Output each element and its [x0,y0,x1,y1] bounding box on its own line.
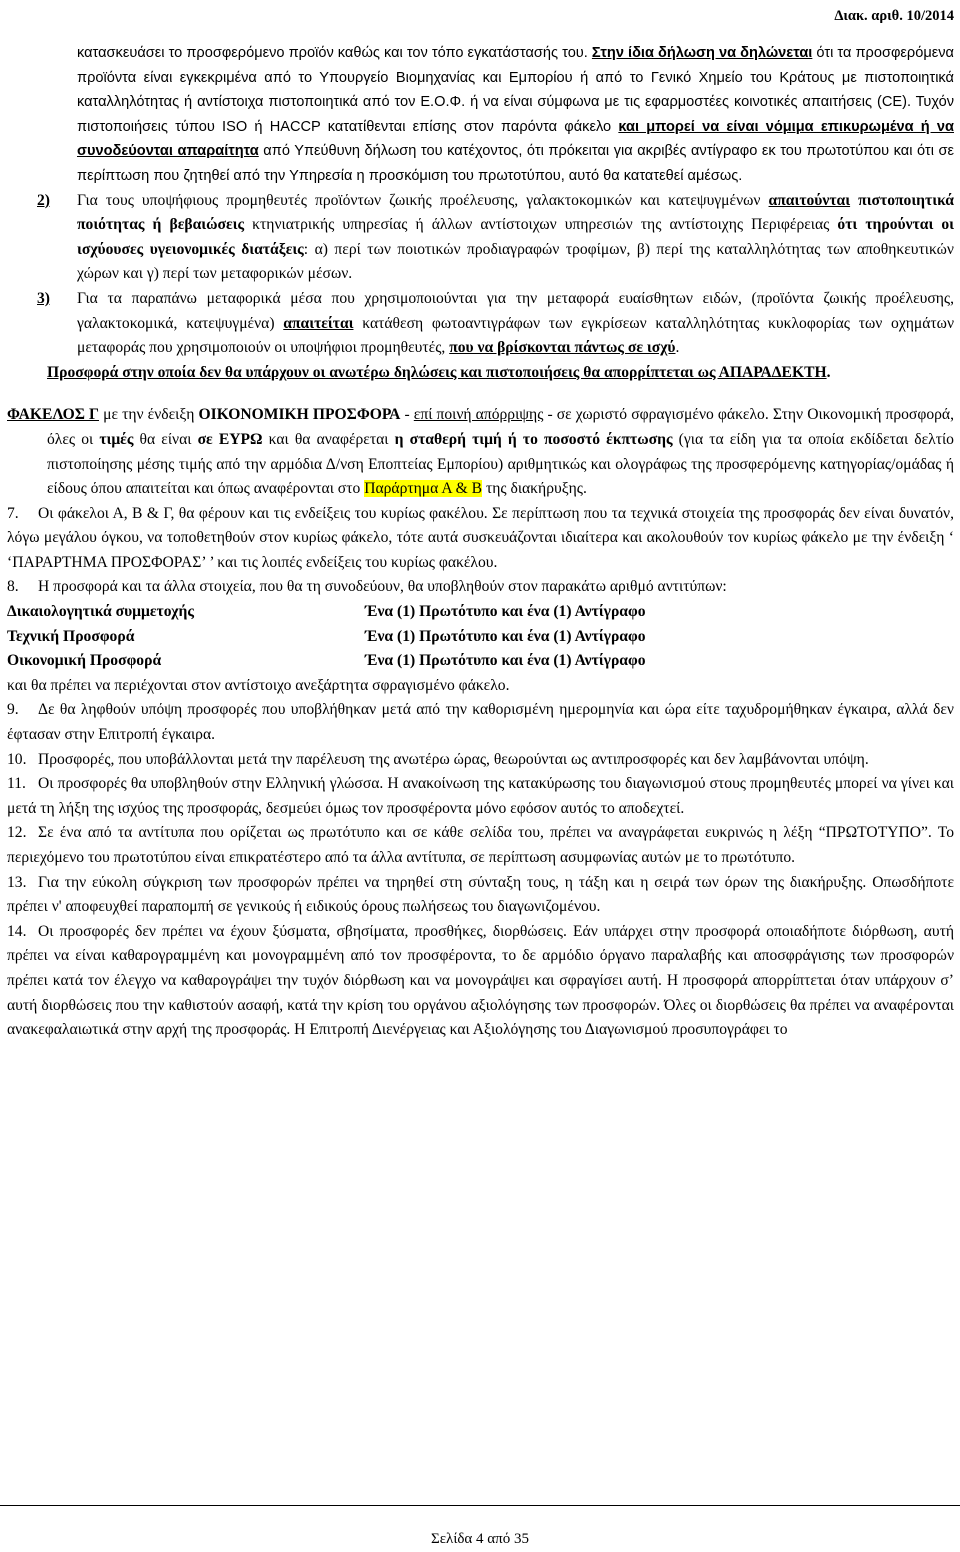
emphasis-text: σε ΕΥΡΩ [197,430,263,448]
list-number: 10. [7,750,27,768]
emphasis-text: επί ποινή απόρριψης [413,406,544,424]
emphasis-text: πιστοποιητικά ποιότητας ή βεβαιώσεις [77,191,954,234]
list-number: 8. [7,578,19,596]
list-item-2 [7,189,954,287]
emphasis-text: απαιτούνται [768,191,851,209]
text-run: Για τα παραπάνω μεταφορικά μέσα που χρησιμοποιούνται για την μεταφορά ευαίσθητων ειδών, (προϊόντα ζωικής προέλευσης, γαλακτοκομικά, κατεψυγμένα) [77,289,954,332]
list-number: 12. [7,824,27,842]
page-number: Σελίδα 4 από 35 [431,1531,529,1547]
envelope-label: ΦΑΚΕΛΟΣ Γ [7,406,99,424]
list-item-text: Δε θα ληφθούν υπόψη προσφορές που υποβλήθηκαν μετά από την καθορισμένη ημερομηνία και ώρα είτε ταχυδρομήθηκαν έγκαιρα, αλλά δεν έφτασαν στην Επιτροπή έγκαιρα. [7,701,954,744]
list-item-13 [7,871,954,920]
list-item-7 [7,502,954,576]
list-item-text: Προσφορές, που υποβάλλονται μετά την παρέλευση της ανωτέρω ώρας, θεωρούνται ως αντιπροσφορές και δεν λαμβάνονται υπόψη. [38,750,869,768]
emphasis-text: Στην ίδια δήλωση να δηλώνεται [591,45,813,61]
highlighted-annex-reference: Παράρτημα Α & Β [364,480,483,498]
emphasis-text: ότι τηρούνται οι ισχύουσες υγειονομικές διατάξεις [77,216,954,258]
text-run: . [826,363,831,381]
text-run: θα είναι [133,430,198,448]
list-item-text: Η προσφορά και τα άλλα στοιχεία, που θα τη συνοδεύουν, θα υποβληθούν στον παρακάτω αριθμό αντιτύπων: [38,578,727,596]
list-item-8 [7,575,954,600]
text-run: κτηνιατρικής υπηρεσίας ή άλλων αντίστοιχων υπηρεσιών της αντίστοιχης Περιφέρειας [244,216,838,234]
text-run: κατασκευάσει το προσφερόμενο προϊόν καθώς και τον τόπο εγκατάστασής του. [77,45,592,61]
list-item-3 [7,287,954,361]
list-number: 14. [7,922,27,940]
emphasis-text: που να βρίσκονται πάντως σε ισχύ [449,339,676,357]
text-run: της διακήρυξης. [482,480,587,498]
text-run: - σε χωριστό σφραγισμένο φάκελο. Στην Οικονομική προσφορά, όλες οι [47,406,954,448]
list-item-text: Για την εύκολη σύγκριση των προσφορών πρέπει να τηρηθεί στη σύνταξη τους, η τάξη και η σειρά των όρων της διακήρυξης. Οπωσδήποτε πρέπει ν' αποφευχθεί παραπομπή σε γενικούς ή ειδικούς όρους πωλήσεως του διαγωνιζομένου. [7,873,954,916]
text-run: από Υπεύθυνη δήλωση του κατέχοντος, ότι πρόκειται για ακριβές αντίγραφο εκ του πρωτοτύπου και ότι σε περίπτωση που ζητηθεί από την Υπηρεσία η προσκόμιση του πρωτοτύπου, αυτό θα κατατεθεί αμέσως. [77,143,954,184]
list-number: 7. [7,504,19,522]
copies-note: και θα πρέπει να περιέχονται στον αντίστοιχο ανεξάρτητα σφραγισμένο φάκελο. [7,676,510,694]
list-number: 9. [7,701,19,719]
text-run: (για τα είδη για τα οποία εκδίδεται δελτίο πιστοποίησης μέσης τιμής από την αρμόδια Δ/νση Εποπτείας Εμπορίου) αριθμητικώς και ολογράφως της προσφερόμενης κατηγορίας/ομάδας ή είδους όπου απαιτείται και όπως αναφέρονται στο [47,430,954,498]
list-item-text: Σε ένα από τα αντίτυπα που ορίζεται ως πρωτότυπο και σε κάθε σελίδα του, πρέπει να αναγράφεται ευκρινώς η λέξη “ΠΡΩΤΟΤΥΠΟ”. Το περιεχόμενο του πρωτοτύπου είναι επικρατέστερο από τα άλλα αντίτυπα, σε περίπτωση ασυμφωνίας αυτών με το πρωτότυπο. [7,824,954,866]
list-item-11 [7,772,954,821]
text-run: ότι τα προσφερόμενα προϊόντα είναι εγκεκριμένα από το Υπουργείο Βιομηχανίας και Εμπορίου ή από το Γενικό Χημείο του Κράτους με πιστοποιητικά καταλληλότητας ή αντίστοιχα πιστοποιητικά από τον Ε.Ο.Φ. ή να είναι σύμφωνα με τις εφαρμοστέες κοινοτικές απαιτήσεις (CE). [77,45,954,111]
envelope-c-section [7,403,954,501]
list-item-10 [7,748,954,773]
text-run: : α) περί των ποιοτικών προδιαγραφών τροφίμων, β) περί της καταλληλότητας των αποθηκευτικών χώρων και γ) περί των μεταφορικών μέσων. [77,240,954,283]
list-item-12 [7,821,954,870]
list-item-14 [7,920,954,1043]
copies-value: Ένα (1) Πρωτότυπο και ένα (1) Αντίγραφο [365,627,646,645]
copies-value: Ένα (1) Πρωτότυπο και ένα (1) Αντίγραφο [365,603,646,621]
text-run: κατάθεση φωτοαντιγράφων των εγκρίσεων καταλληλότητας κυκλοφορίας των οχημάτων μεταφοράς που χρησιμοποιούν οι υποψήφιοι προμηθευτές, [77,314,955,357]
list-number: 3) [37,289,50,307]
emphasis-text: ΟΙΚΟΝΟΜΙΚΗ ΠΡΟΣΦΟΡΑ [198,406,401,424]
list-item-9 [7,698,954,747]
copies-label: Τεχνική Προσφορά [7,627,135,645]
list-item-text: Οι προσφορές δεν πρέπει να έχουν ξύσματα, σβησίματα, προσθήκες, διορθώσεις. Εάν υπάρχει στην προσφορά οποιαδήποτε διόρθωση, αυτή πρέπει να είναι καθαρογραμμένη και μονογραμμένη από τον προσφέροντα, το δε αρμόδιο όργανο παραλαβής και αποσφράγισης των προσφορών πρέπει κατά τον έλεγχο να καθαρογράψει την τυχόν διόρθωση και να μονογράψει και σφραγίσει αυτή. Η προσφορά απορρίπτεται όταν υπάρχουν σ’ αυτή διορθώσεις που την καθιστούν ασαφή, κατά την κρίση του οργάνου αξιολόγησης των προσφορών. Όλες οι διορθώσεις θα πρέπει να αναφέρονται ανακεφαλαιωτικά στην αρχή της προσφοράς. Η Επιτροπή Διενέργειας και Αξιολόγησης του Διαγωνισμού προσυπογράφει το [7,922,954,1039]
rejection-notice [7,361,954,386]
paragraph-declaration [7,41,954,189]
page-content [7,41,954,1043]
text-run: με την ένδειξη [98,406,199,424]
text-run: - [400,406,414,424]
list-item-text: Οι προσφορές θα υποβληθούν στην Ελληνική γλώσσα. Η ανακοίνωση της κατακύρωσης του διαγωνισμού στους προμηθευτές μπορεί να γίνει και μετά τη λήξη της ισχύος της προσφοράς, δεσμεύει όμως τον προσφέροντα μόνο εφόσον αυτός το αποδεχτεί. [7,775,954,817]
copies-label: Δικαιολογητικά συμμετοχής [7,603,194,621]
footer-divider [0,1505,960,1506]
emphasis-text: Προσφορά στην οποία δεν θα υπάρχουν οι ανωτέρω δηλώσεις και πιστοποιήσεις θα απορρίπτεται ως ΑΠΑΡΑΔΕΚΤΗ [47,363,827,381]
emphasis-text: απαιτείται [283,314,354,332]
text-run: . [675,339,680,357]
copies-table [7,600,954,674]
list-number: 13. [7,873,27,891]
text-run: Τυχόν πιστοποιήσεις τύπου ISO ή HACCP κατατίθενται επίσης στον παρόντα φάκελο [77,94,954,135]
text-run: Για τους υποψήφιους προμηθευτές προϊόντων ζωικής προέλευσης, γαλακτοκομικών και κατεψυγμένων [77,191,769,209]
list-number: 2) [37,191,50,209]
list-number: 11. [7,775,26,793]
emphasis-text: τιμές [99,430,134,448]
text-run: και θα αναφέρεται [262,430,395,448]
emphasis-text: και μπορεί να είναι νόμιμα επικυρωμένα ή να συνοδεύονται απαραίτητα [77,118,954,160]
page-header-reference: Διακ. αριθ. 10/2014 [834,8,954,24]
list-item-text: Οι φάκελοι Α, Β & Γ, θα φέρουν και τις ενδείξεις του κυρίως φακέλου. Σε περίπτωση που τα τεχνικά στοιχεία της προσφοράς δεν είναι δυνατόν, λόγω μεγάλου όγκου, να τοποθετηθούν στον κυρίως φάκελο, τότε αυτά συσκευάζονται ιδιαίτερα και ακολουθούν τον κυρίως φάκελο με την ένδειξη ‘ ‘ΠΑΡΑΡΤΗΜΑ ΠΡΟΣΦΟΡΑΣ’ ’ και τις λοιπές ενδείξεις του κυρίως φακέλου. [7,504,954,571]
copies-value: Ένα (1) Πρωτότυπο και ένα (1) Αντίγραφο [365,652,646,670]
emphasis-text: η σταθερή τιμή ή το ποσοστό έκπτωσης [394,430,673,448]
copies-label: Οικονομική Προσφορά [7,652,162,670]
